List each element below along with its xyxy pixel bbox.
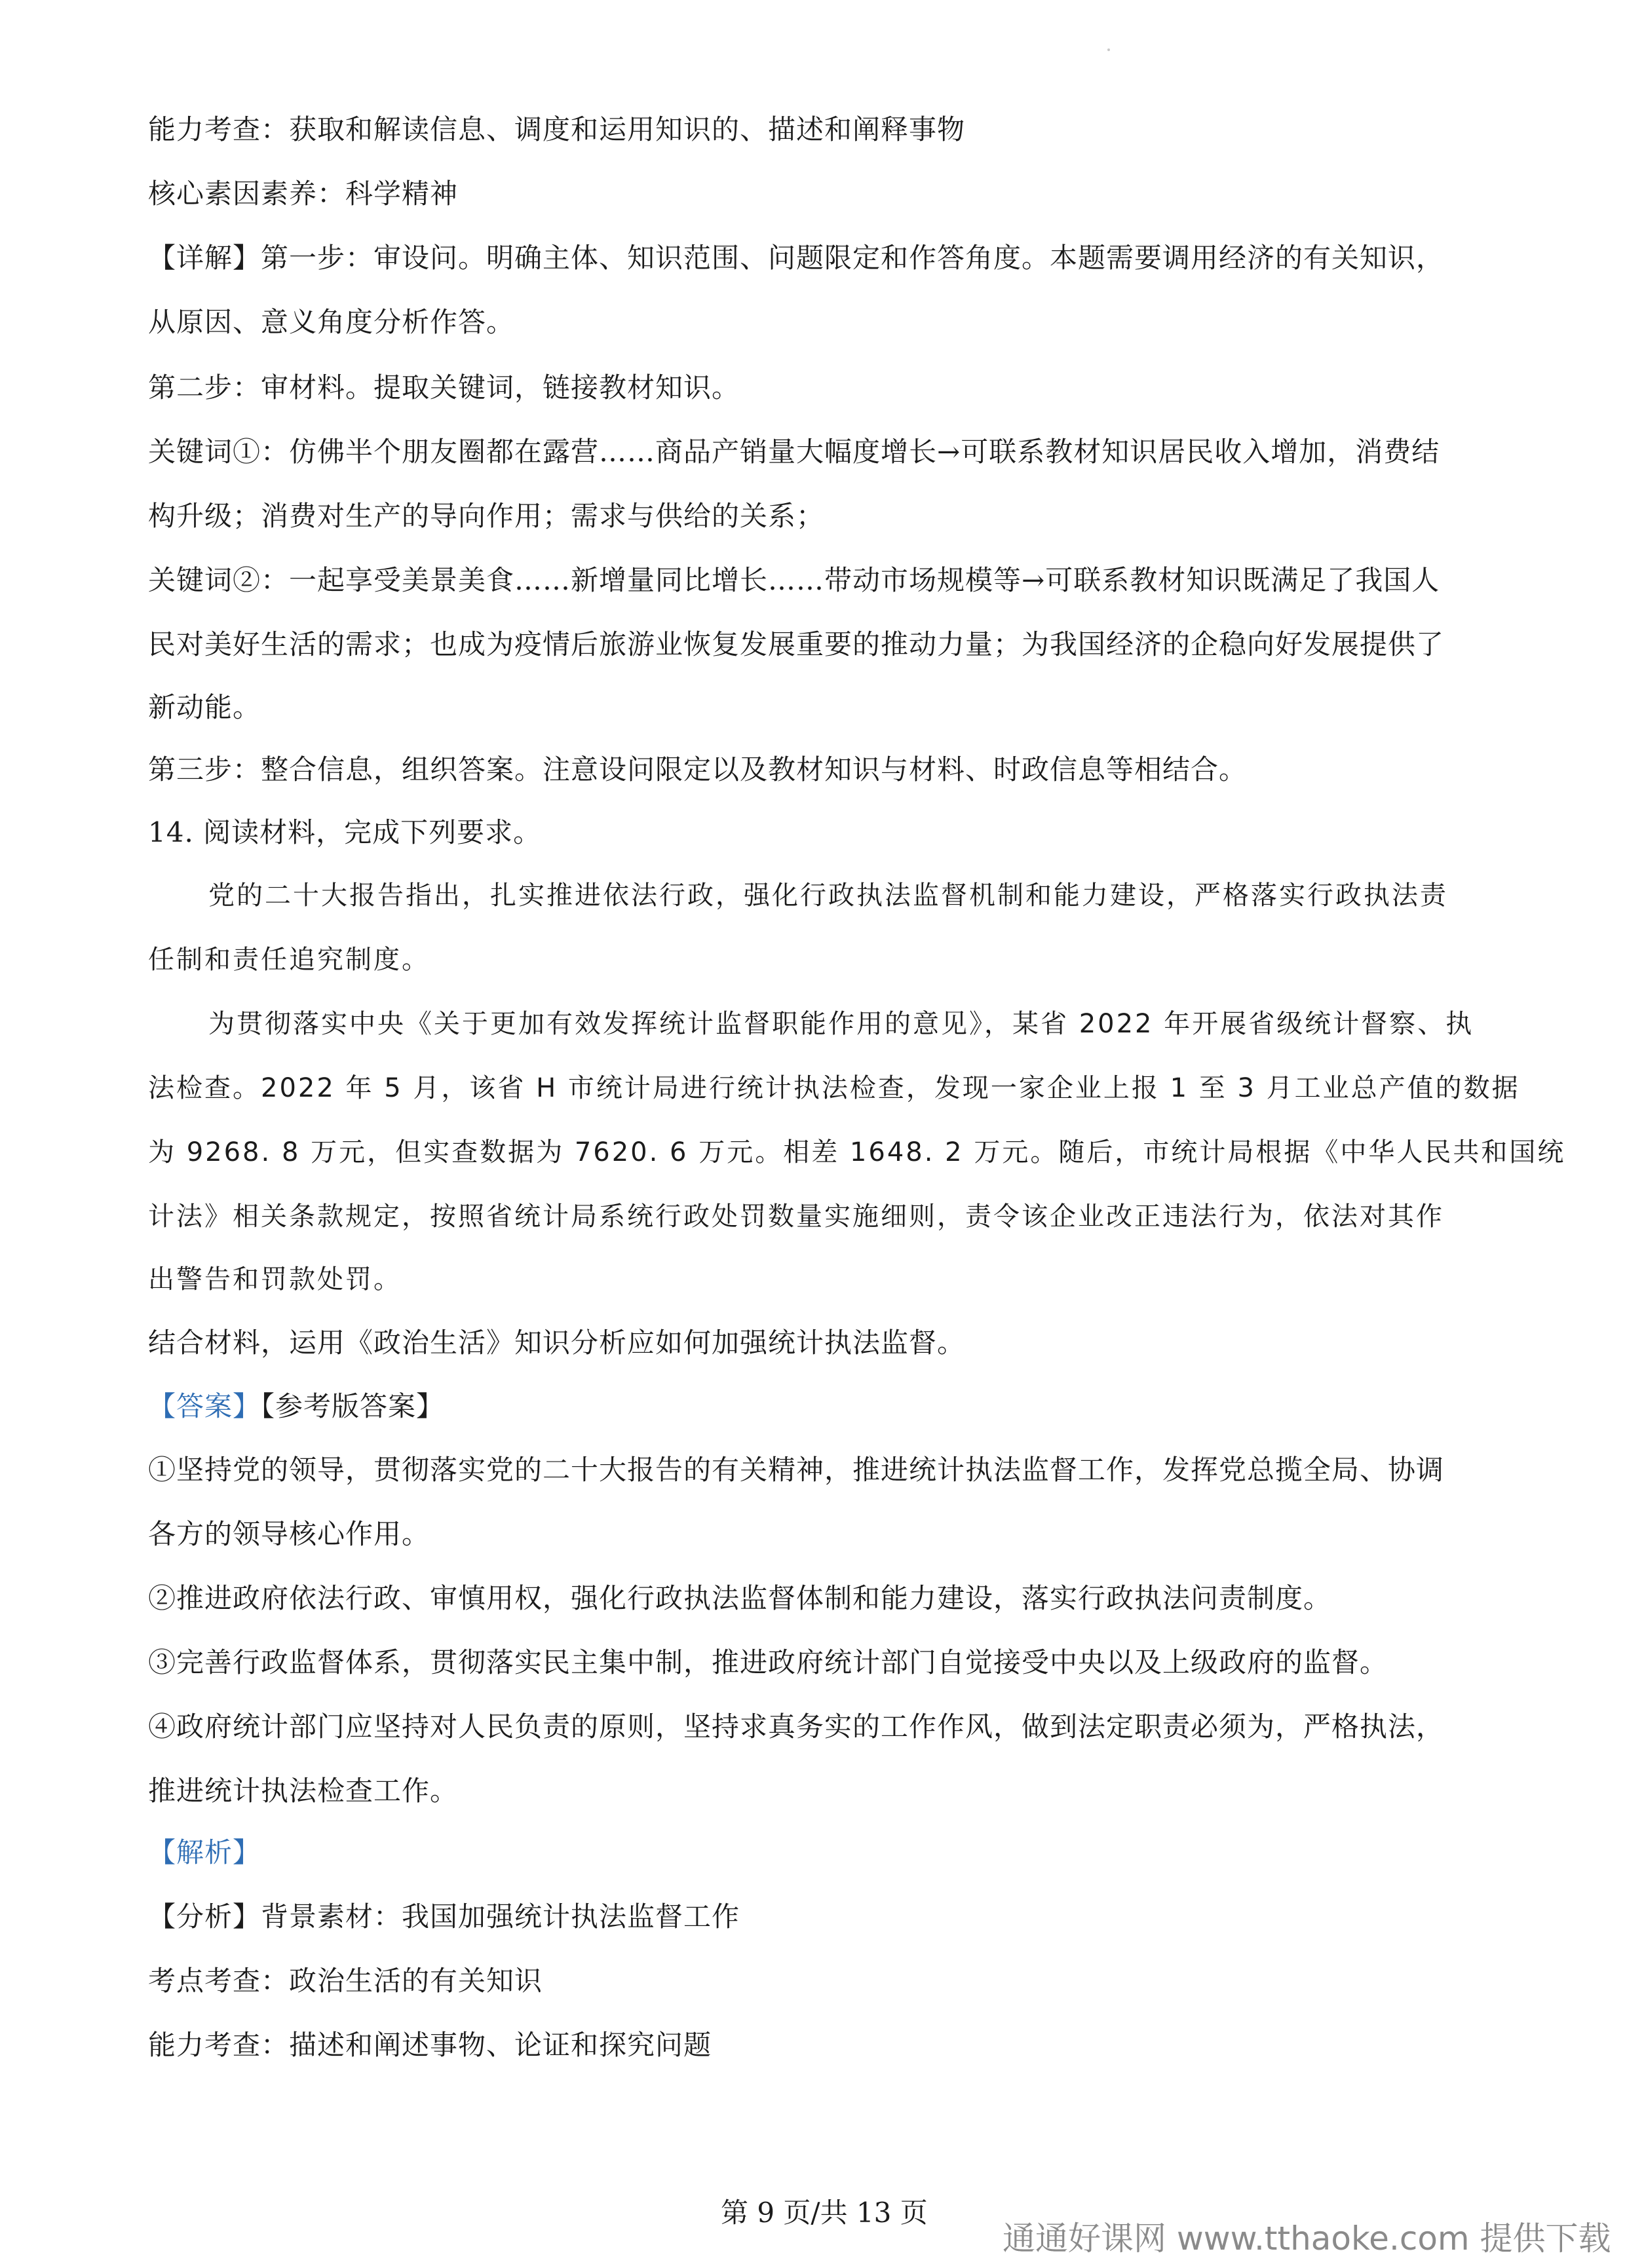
- answer-point3: ③完善行政监督体系，贯彻落实民主集中制，推进政府统计部门自觉接受中央以及上级政府的监督。: [148, 1646, 1388, 1678]
- material-p2-line2: 法检查。2022 年 5 月，该省 H 市统计局进行统计执法检查，发现一家企业上报 1 至 3 月工业总产值的数据: [148, 1073, 1520, 1103]
- ability-line: 能力考查：获取和解读信息、调度和运用知识的、描述和阐释事物: [148, 113, 966, 145]
- material-p2-line3: 为 9268. 8 万元，但实查数据为 7620. 6 万元。相差 1648. 2 万元。随后，市统计局根据《中华人民共和国统: [148, 1137, 1566, 1167]
- literacy-line: 核心素因素养：科学精神: [148, 178, 459, 210]
- answer-point2: ②推进政府依法行政、审慎用权，强化行政执法监督体制和能力建设，落实行政执法问责制度。: [148, 1582, 1332, 1614]
- question-14-heading: 14. 阅读材料，完成下列要求。: [148, 816, 542, 848]
- material-p1-line1: 党的二十大报告指出，扎实推进依法行政，强化行政执法监督机制和能力建设，严格落实行政执法责: [208, 880, 1448, 911]
- material-p1-line2: 任制和责任追究制度。: [148, 945, 430, 975]
- detail-step1-line2: 从原因、意义角度分析作答。: [148, 306, 515, 338]
- keyword1-line2: 构升级；消费对生产的导向作用；需求与供给的关系；: [148, 500, 825, 532]
- detail-step1-line1: 【详解】第一步：审设问。明确主体、知识范围、问题限定和作答角度。本题需要调用经济的有关知识，: [148, 242, 1445, 274]
- page-number: 第 9 页/共 13 页: [721, 2197, 928, 2229]
- answer-point4-line1: ④政府统计部门应坚持对人民负责的原则，坚持求真务实的工作作风，做到法定职责必须为，严格执法，: [148, 1710, 1445, 1743]
- analysis-heading: 【解析】: [148, 1836, 261, 1868]
- scan-speck: [1107, 48, 1110, 51]
- site-watermark: 通通好课网 www.tthaoke.com 提供下载: [1003, 2220, 1611, 2258]
- keyword2-line3: 新动能。: [148, 691, 261, 723]
- keyword2-line1: 关键词②：一起享受美景美食……新增量同比增长……带动市场规模等→可联系教材知识既满足了我国人: [148, 564, 1440, 596]
- analysis-topic: 考点考查：政治生活的有关知识: [148, 1965, 543, 1997]
- answer-point1-line2: 各方的领导核心作用。: [148, 1518, 430, 1550]
- reference-answer-label: 【参考版答案】: [261, 1390, 445, 1422]
- analysis-ability: 能力考查：描述和阐述事物、论证和探究问题: [148, 2029, 712, 2061]
- analysis-background: 【分析】背景素材：我国加强统计执法监督工作: [148, 1900, 740, 1933]
- detail-step2-line: 第二步：审材料。提取关键词，链接教材知识。: [148, 371, 740, 404]
- material-p2-line1: 为贯彻落实中央《关于更加有效发挥统计监督职能作用的意见》，某省 2022 年开展省级统计督察、执: [208, 1009, 1474, 1039]
- answer-label: 【答案】: [148, 1390, 261, 1422]
- keyword2-line2: 民对美好生活的需求；也成为疫情后旅游业恢复发展重要的推动力量；为我国经济的企稳向好发展提供了: [148, 628, 1445, 660]
- detail-step3-line: 第三步：整合信息，组织答案。注意设问限定以及教材知识与材料、时政信息等相结合。: [148, 753, 1248, 785]
- question-prompt: 结合材料，运用《政治生活》知识分析应如何加强统计执法监督。: [148, 1327, 966, 1359]
- material-p2-line5: 出警告和罚款处罚。: [148, 1264, 402, 1295]
- material-p2-line4: 计法》相关条款规定，按照省统计局系统行政处罚数量实施细则，责令该企业改正违法行为，依法对其作: [148, 1201, 1444, 1232]
- answer-point1-line1: ①坚持党的领导，贯彻落实党的二十大报告的有关精神，推进统计执法监督工作，发挥党总揽全局、协调: [148, 1454, 1445, 1486]
- answer-heading: [148, 1387, 444, 1426]
- answer-point4-line2: 推进统计执法检查工作。: [148, 1775, 459, 1807]
- keyword1-line1: 关键词①：仿佛半个朋友圈都在露营……商品产销量大幅度增长→可联系教材知识居民收入增加，消费结: [148, 436, 1440, 468]
